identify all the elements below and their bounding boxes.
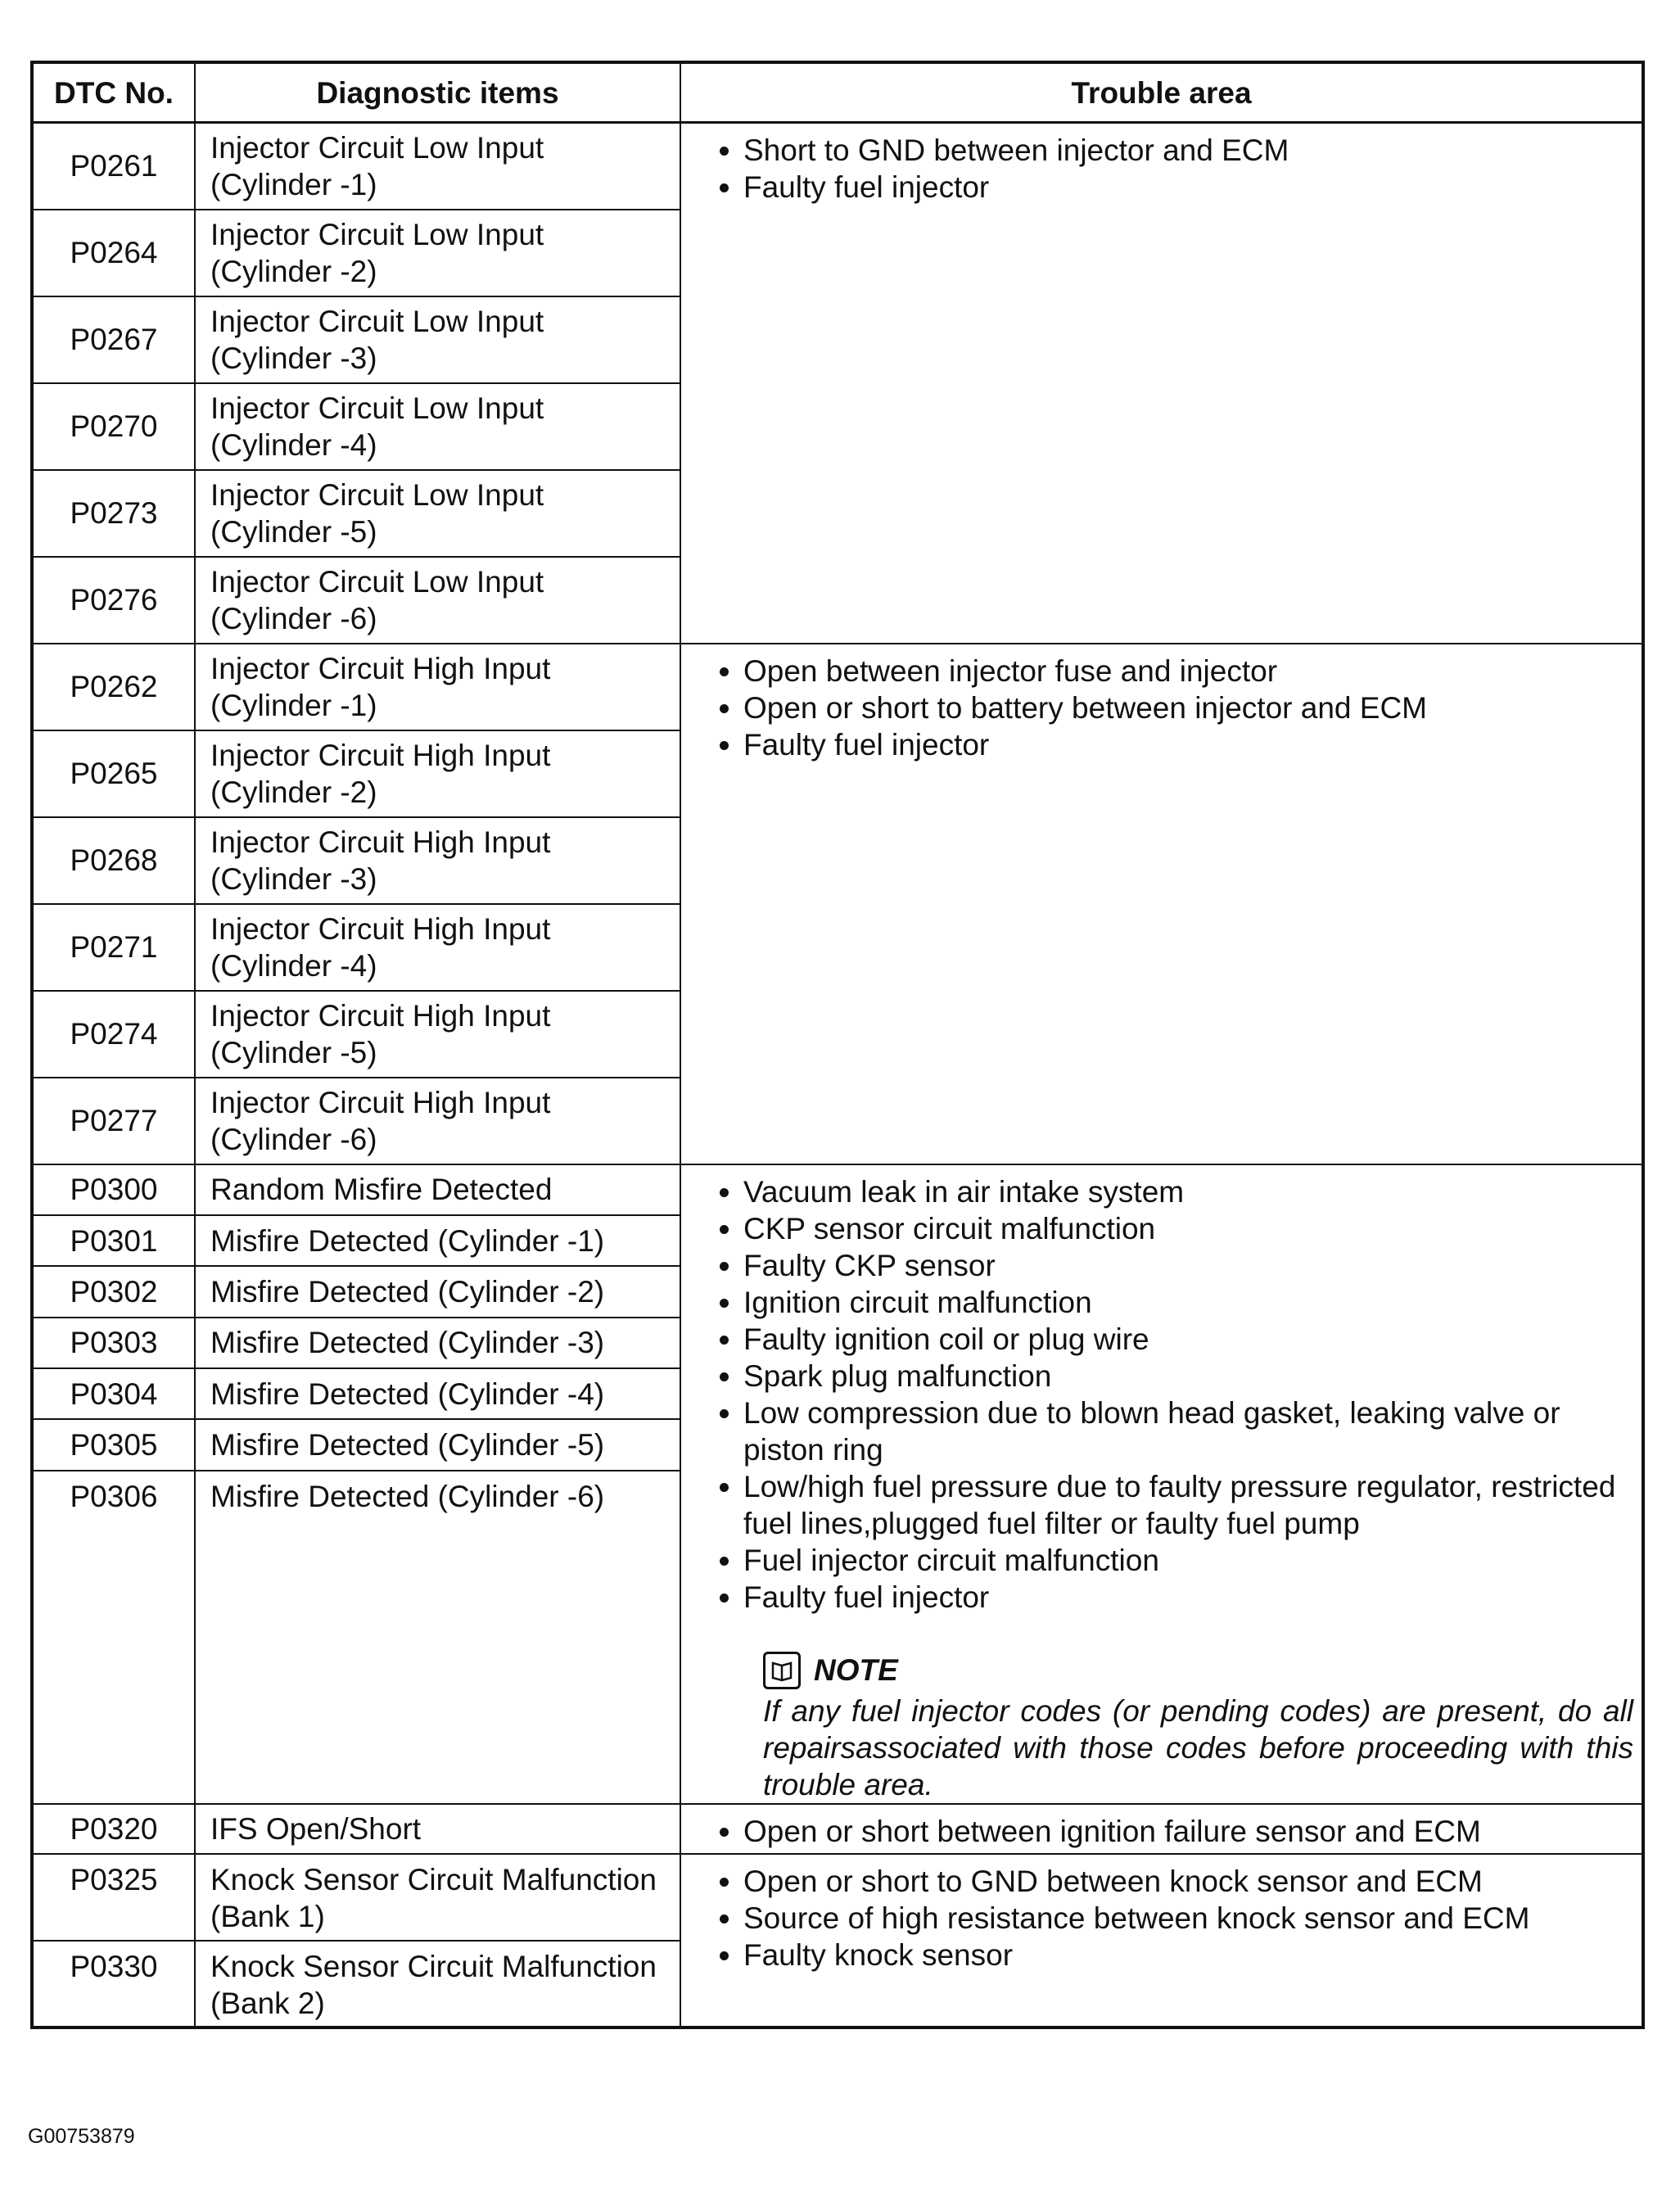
note-title: NOTE — [814, 1653, 898, 1687]
trouble-item: • Short to GND between injector and ECM — [743, 132, 1633, 169]
diagnostic-item-line: Injector Circuit High Input — [210, 1085, 551, 1119]
diagnostic-item-line: Misfire Detected (Cylinder -4) — [210, 1376, 605, 1411]
diagnostic-item-line: Injector Circuit High Input — [210, 998, 551, 1033]
table-row — [32, 1854, 1643, 1941]
dtc-code: P0302 — [32, 1266, 195, 1317]
trouble-item: • Open between injector fuse and injector — [743, 653, 1633, 689]
dtc-code: P0303 — [32, 1318, 195, 1368]
dtc-code: P0301 — [32, 1215, 195, 1266]
trouble-list — [716, 1863, 1633, 1973]
diagnostic-item-line: Knock Sensor Circuit Malfunction — [210, 1862, 657, 1896]
trouble-item: • Source of high resistance between knock sensor and ECM — [743, 1900, 1633, 1937]
diagnostic-item-line: Knock Sensor Circuit Malfunction — [210, 1949, 657, 1983]
diagnostic-item-line: Injector Circuit Low Input — [210, 217, 544, 251]
dtc-code: P0304 — [32, 1368, 195, 1419]
diagnostic-item-line: (Cylinder -2) — [210, 775, 377, 809]
diagnostic-item-line: (Cylinder -5) — [210, 514, 377, 549]
trouble-item: • Faulty knock sensor — [743, 1937, 1633, 1973]
trouble-item: • Ignition circuit malfunction — [743, 1284, 1633, 1321]
diagnostic-item — [195, 644, 680, 730]
dtc-code: P0306 — [32, 1471, 195, 1804]
diagnostic-item — [195, 1804, 680, 1854]
trouble-item: • Spark plug malfunction — [743, 1358, 1633, 1395]
trouble-item: • Faulty fuel injector — [743, 169, 1633, 206]
trouble-area — [680, 123, 1643, 644]
dtc-code: P0264 — [32, 210, 195, 296]
diagnostic-item — [195, 1318, 680, 1368]
diagnostic-item-line: (Cylinder -2) — [210, 254, 377, 288]
dtc-code: P0267 — [32, 296, 195, 383]
diagnostic-item — [195, 557, 680, 644]
trouble-item: • Open or short to GND between knock sensor and ECM — [743, 1863, 1633, 1900]
trouble-area — [680, 644, 1643, 1164]
dtc-code: P0320 — [32, 1804, 195, 1854]
dtc-table — [30, 61, 1645, 2029]
diagnostic-item — [195, 904, 680, 991]
diagnostic-item-line: Injector Circuit High Input — [210, 825, 551, 859]
diagnostic-item-line: (Bank 1) — [210, 1899, 325, 1933]
diagnostic-item — [195, 730, 680, 817]
table-header-row — [32, 62, 1643, 123]
diagnostic-item — [195, 817, 680, 904]
dtc-code: P0305 — [32, 1419, 195, 1470]
trouble-item: • Faulty fuel injector — [743, 726, 1633, 763]
dtc-code: P0268 — [32, 817, 195, 904]
trouble-item: • Vacuum leak in air intake system — [743, 1173, 1633, 1210]
diagnostic-item-line: (Cylinder -3) — [210, 861, 377, 896]
diagnostic-item-line: Injector Circuit Low Input — [210, 477, 544, 512]
diagnostic-item — [195, 123, 680, 210]
trouble-item: • Faulty fuel injector — [743, 1579, 1633, 1616]
trouble-item: • CKP sensor circuit malfunction — [743, 1210, 1633, 1247]
diagnostic-item-line: Injector Circuit Low Input — [210, 304, 544, 338]
trouble-list — [716, 1813, 1633, 1850]
dtc-code: P0261 — [32, 123, 195, 210]
dtc-code: P0273 — [32, 470, 195, 557]
diagnostic-item — [195, 383, 680, 470]
table-row — [32, 123, 1643, 210]
table-row — [32, 644, 1643, 730]
diagnostic-item-line: (Cylinder -6) — [210, 601, 377, 635]
trouble-item: • Faulty CKP sensor — [743, 1247, 1633, 1284]
diagnostic-item — [195, 1941, 680, 2027]
diagnostic-item — [195, 1266, 680, 1317]
dtc-code: P0274 — [32, 991, 195, 1078]
diagnostic-item-line: Injector Circuit Low Input — [210, 391, 544, 425]
diagnostic-item-line: Misfire Detected (Cylinder -2) — [210, 1274, 605, 1309]
dtc-code: P0325 — [32, 1854, 195, 1941]
diagnostic-item-line: Misfire Detected (Cylinder -1) — [210, 1223, 605, 1258]
diagnostic-item-line: (Bank 2) — [210, 1986, 325, 2020]
diagnostic-item — [195, 991, 680, 1078]
diagnostic-item-line: (Cylinder -5) — [210, 1035, 377, 1069]
trouble-area — [680, 1804, 1643, 1854]
dtc-code: P0271 — [32, 904, 195, 991]
trouble-list — [716, 1173, 1633, 1616]
diagnostic-item — [195, 1854, 680, 1941]
trouble-item: • Faulty ignition coil or plug wire — [743, 1321, 1633, 1358]
diagnostic-item-line: Misfire Detected (Cylinder -3) — [210, 1326, 605, 1360]
table-row — [32, 1804, 1643, 1854]
header-trouble-area: Trouble area — [680, 62, 1643, 123]
trouble-item: • Open or short to battery between injector and ECM — [743, 689, 1633, 726]
trouble-item: • Open or short between ignition failure sensor and ECM — [743, 1813, 1633, 1850]
trouble-item: • Low compression due to blown head gasket, leaking valve or piston ring — [743, 1395, 1633, 1468]
diagnostic-item-line: Injector Circuit High Input — [210, 651, 551, 685]
trouble-list — [716, 653, 1633, 763]
header-dtc-no: DTC No. — [32, 62, 195, 123]
diagnostic-item-line: Injector Circuit Low Input — [210, 130, 544, 165]
diagnostic-item — [195, 1471, 680, 1804]
diagnostic-item-line: (Cylinder -1) — [210, 167, 377, 201]
diagnostic-item — [195, 470, 680, 557]
table-body — [32, 123, 1643, 2027]
trouble-area — [680, 1164, 1643, 1804]
diagnostic-item-line: Injector Circuit Low Input — [210, 564, 544, 599]
diagnostic-item-line: (Cylinder -3) — [210, 341, 377, 375]
diagnostic-item — [195, 1419, 680, 1470]
note-text: If any fuel injector codes (or pending codes) are present, do all repairsassociated with those codes before proceeding with this trouble area. — [763, 1693, 1633, 1801]
note-heading — [763, 1652, 1633, 1689]
dtc-code: P0265 — [32, 730, 195, 817]
trouble-item: • Low/high fuel pressure due to faulty pressure regulator, restricted fuel lines,plugged fuel filter or faulty fuel pump — [743, 1468, 1633, 1542]
diagnostic-item-line: (Cylinder -6) — [210, 1122, 377, 1156]
diagnostic-item-line: IFS Open/Short — [210, 1811, 422, 1846]
diagnostic-item — [195, 1368, 680, 1419]
diagnostic-item-line: Random Misfire Detected — [210, 1173, 553, 1207]
header-diagnostic-items: Diagnostic items — [195, 62, 680, 123]
diagnostic-item — [195, 1078, 680, 1164]
trouble-item: • Fuel injector circuit malfunction — [743, 1542, 1633, 1579]
dtc-code: P0262 — [32, 644, 195, 730]
diagnostic-item — [195, 1164, 680, 1215]
diagnostic-item-line: Misfire Detected (Cylinder -6) — [210, 1479, 605, 1513]
dtc-code: P0277 — [32, 1078, 195, 1164]
dtc-code: P0270 — [32, 383, 195, 470]
table-row — [32, 1164, 1643, 1215]
diagnostic-item — [195, 296, 680, 383]
diagnostic-item-line: (Cylinder -1) — [210, 688, 377, 722]
dtc-code: P0300 — [32, 1164, 195, 1215]
figure-id: G00753879 — [28, 2125, 135, 2148]
diagnostic-item-line: Injector Circuit High Input — [210, 738, 551, 772]
diagnostic-item — [195, 1215, 680, 1266]
diagnostic-item-line: Injector Circuit High Input — [210, 911, 551, 946]
diagnostic-item-line: Misfire Detected (Cylinder -5) — [210, 1427, 605, 1462]
trouble-list — [716, 132, 1633, 206]
diagnostic-item — [195, 210, 680, 296]
book-icon — [763, 1652, 801, 1689]
diagnostic-item-line: (Cylinder -4) — [210, 948, 377, 983]
dtc-code: P0330 — [32, 1941, 195, 2027]
diagnostic-item-line: (Cylinder -4) — [210, 427, 377, 462]
trouble-area — [680, 1854, 1643, 2027]
dtc-code: P0276 — [32, 557, 195, 644]
